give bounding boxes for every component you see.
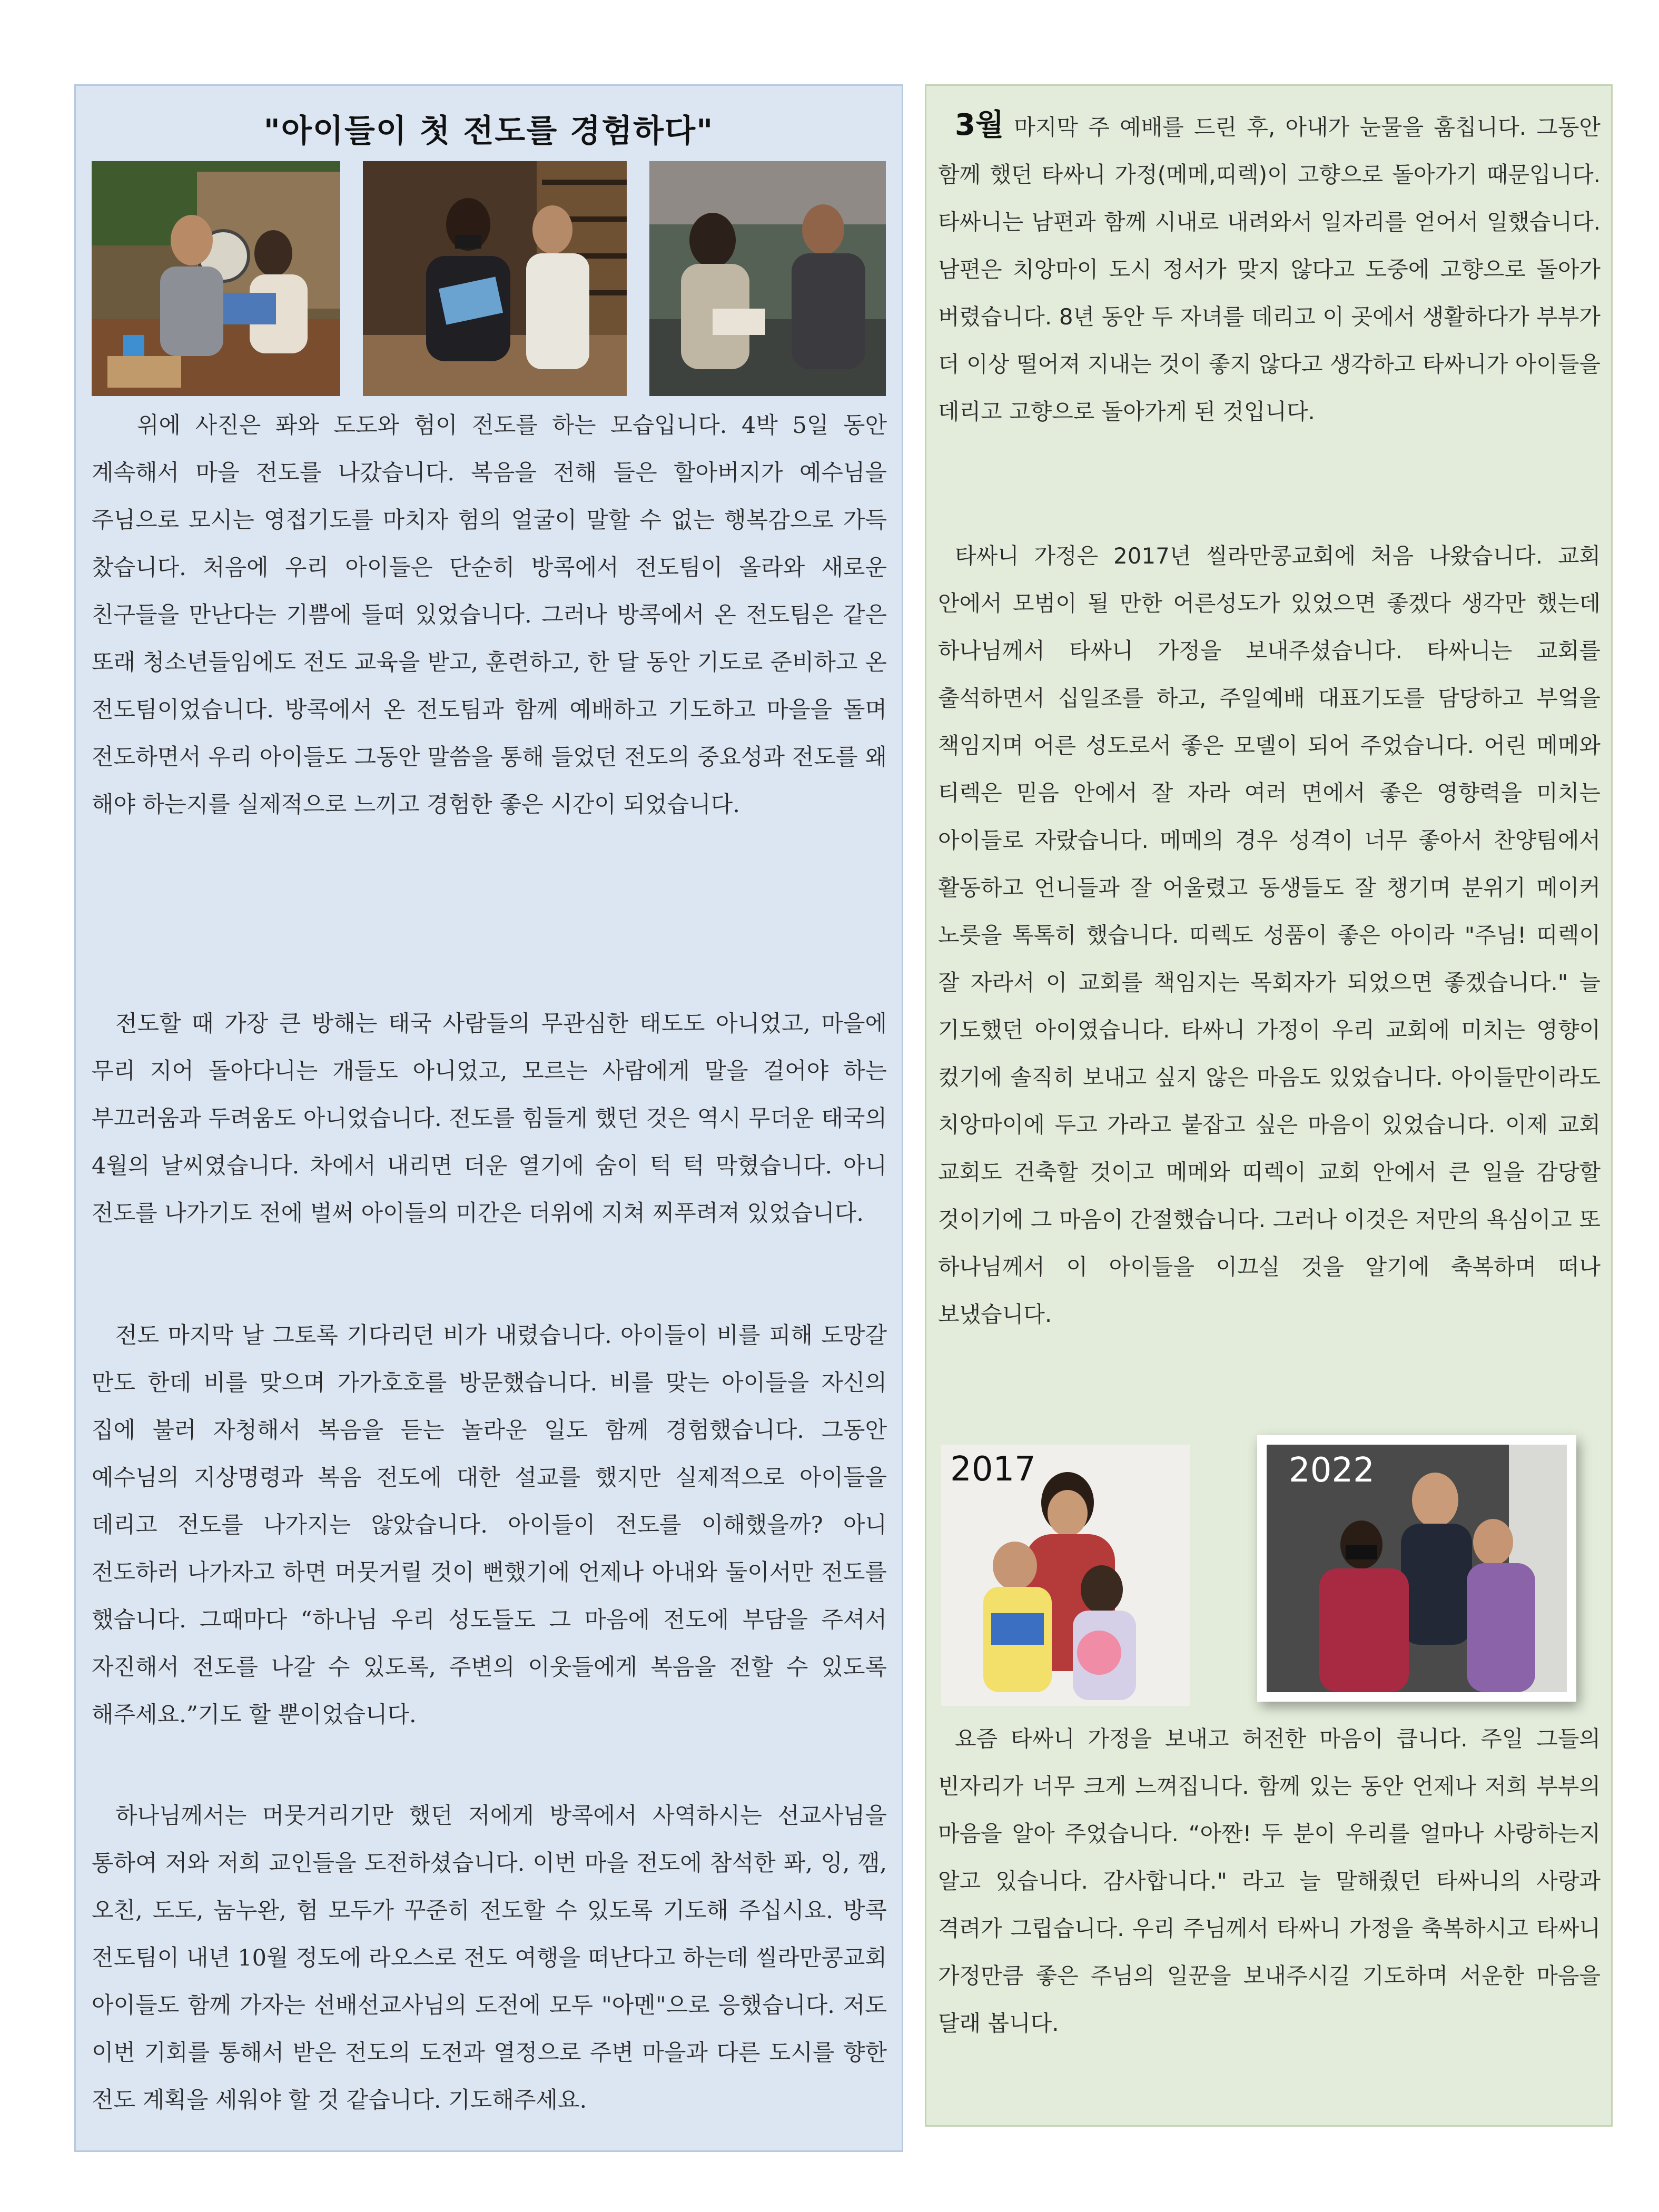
left-paragraph-4: 하나님께서는 머뭇거리기만 했던 저에게 방콕에서 사역하시는 선교사님을 통하여 저와 저희 교인들을 도전하셨습니다. 이번 마을 전도에 참석한 퐈, 잉, 깸, 오친, 도도, 눔누완, 험 모두가 꾸준히 전도할 수 있도록 기도해 주십시요. 방콕 전도팀이 내년 10월 정도에 라오스로 전도 여행을 떠난다고 하는데 씰라만콩교회 아이들도 함께 가자는 선배선교사님의 도전에 모두 "아멘"으로 응했습니다. 저도 이번 기회를 통해서 받은 전도의 도전과 열정으로 주변 마을과 다른 도시를 향한 전도 계획을 세워야 할 것 같습니다. 기도해주세요. (92, 1803, 887, 2114)
right-paragraph-1 (938, 102, 1601, 436)
left-paragraph-2: 전도할 때 가장 큰 방해는 태국 사람들의 무관심한 태도도 아니었고, 마을에 무리 지어 돌아다니는 개들도 아니었고, 모르는 사람에게 말을 걸어야 하는 부끄러움과 두려움도 아니었습니다. 전도를 힘들게 했던 것은 역시 무더운 태국의 4월의 날씨였습니다. 차에서 내리면 더운 열기에 숨이 턱 턱 막혔습니다. 아니 전도를 나가기도 전에 벌써 아이들의 미간은 더위에 지쳐 찌푸려져 있었습니다. (92, 1011, 887, 1227)
right-paragraph-1-text: 마지막 주 예배를 드린 후, 아내가 눈물을 훔칩니다. 그동안 함께 했던 타싸니 가정(메메,띠렉)이 고향으로 돌아가기 때문입니다. 타싸니는 남편과 함께 시내로 내려와서 일자리를 얻어서 일했습니다. 남편은 치앙마이 도시 정서가 맞지 않다고 도중에 고향으로 돌아가 버렸습니다. 8년 동안 두 자녀를 데리고 이 곳에서 생활하다가 부부가 더 이상 떨어져 지내는 것이 좋지 않다고 생각하고 타싸니가 아이들을 데리고 고향으로 돌아가게 된 것입니다. (938, 114, 1601, 424)
year-label-2022: 2022 (1289, 1451, 1375, 1490)
evangelism-photo-3 (649, 161, 886, 396)
evangelism-photo-1 (92, 161, 340, 396)
month-label: 3월 (955, 108, 1004, 142)
right-paragraph-2: 타싸니 가정은 2017년 씰라만콩교회에 처음 나왔습니다. 교회 안에서 모범이 될 만한 어른성도가 있었으면 좋겠다 생각만 했는데 하나님께서 타싸니 가정을 보내주셨습니다. 타싸니는 교회를 출석하면서 십일조를 하고, 주일예배 대표기도를 담당하고 부엌을 책임지며 어른 성도로서 좋은 모델이 되어 주었습니다. 어린 메메와 티렉은 믿음 안에서 잘 자라 여러 면에서 좋은 영향력을 미치는 아이들로 자랐습니다. 메메의 경우 성격이 너무 좋아서 찬양팀에서 활동하고 언니들과 잘 어울렸고 동생들도 잘 챙기며 분위기 메이커 노릇을 톡톡히 했습니다. 띠렉도 성품이 좋은 아이라 "주님! 띠렉이 잘 자라서 이 교회를 책임지는 목회자가 되었으면 좋겠습니다." 늘 기도했던 아이였습니다. 타싸니 가정이 우리 교회에 미치는 영향이 컸기에 솔직히 보내고 싶지 않은 마음도 있었습니다. 아이들만이라도 치앙마이에 두고 가라고 붙잡고 싶은 마음이 있었습니다. 이제 교회 교회도 건축할 것이고 메메와 띠렉이 교회 안에서 큰 일을 감당할 것이기에 그 마음이 간절했습니다. 그러나 이것은 저만의 욕심이고 또 하나님께서 이 아이들을 이끄실 것을 알기에 축복하며 떠나 보냈습니다. (938, 543, 1601, 1327)
left-paragraph-3: 전도 마지막 날 그토록 기다리던 비가 내렸습니다. 아이들이 비를 피해 도망갈 만도 한데 비를 맞으며 가가호호를 방문했습니다. 비를 맞는 아이들을 자신의 집에 불러 자청해서 복음을 듣는 놀라운 일도 함께 경험했습니다. 그동안 예수님의 지상명령과 복음 전도에 대한 설교를 했지만 실제적으로 아이들을 데리고 전도를 나가지는 않았습니다. 아이들이 전도를 이해했을까? 아니 전도하러 나가자고 하면 머뭇거릴 것이 뻔했기에 언제나 아내와 둘이서만 전도를 했습니다. 그때마다 “하나님 우리 성도들도 그 마음에 전도에 부담을 주셔서 자진해서 전도를 나갈 수 있도록, 주변의 이웃들에게 복음을 전할 수 있도록 해주세요.”기도 할 뿐이었습니다. (92, 1322, 887, 1728)
left-article-panel (74, 84, 903, 2152)
right-paragraph-3: 요즘 타싸니 가정을 보내고 허전한 마음이 큽니다. 주일 그들의 빈자리가 너무 크게 느껴집니다. 함께 있는 동안 언제나 저희 부부의 마음을 알아 주었습니다. “아짠! 두 분이 우리를 얼마나 사랑하는지 알고 있습니다. 감사합니다." 라고 늘 말해줬던 타싸니의 사랑과 격려가 그립습니다. 우리 주님께서 타싸니 가정을 축복하시고 타싸니 가정만큼 좋은 주님의 일꾼을 보내주시길 기도하며 서운한 마음을 달래 봅니다. (938, 1726, 1601, 2036)
evangelism-photo-2 (363, 161, 627, 396)
year-label-2017: 2017 (950, 1450, 1036, 1489)
article-title: "아이들이 첫 전도를 경험하다" (263, 113, 714, 150)
right-article-panel (925, 84, 1613, 2127)
left-paragraph-1: 위에 사진은 퐈와 도도와 험이 전도를 하는 모습입니다. 4박 5일 동안 계속해서 마을 전도를 나갔습니다. 복음을 전해 들은 할아버지가 예수님을 주님으로 모시는 영접기도를 마치자 험의 얼굴이 말할 수 없는 행복감으로 가득 찼습니다. 처음에 우리 아이들은 단순히 방콕에서 전도팀이 올라와 새로운 친구들을 만난다는 기쁨에 들떠 있었습니다. 그러나 방콕에서 온 전도팀은 같은 또래 청소년들임에도 전도 교육을 받고, 훈련하고, 한 달 동안 기도로 준비하고 온 전도팀이었습니다. 방콕에서 온 전도팀과 함께 예배하고 기도하고 마을을 돌며 전도하면서 우리 아이들도 그동안 말씀을 통해 들었던 전도의 중요성과 전도를 왜 해야 하는지를 실제적으로 느끼고 경험한 좋은 시간이 되었습니다. (92, 412, 887, 818)
